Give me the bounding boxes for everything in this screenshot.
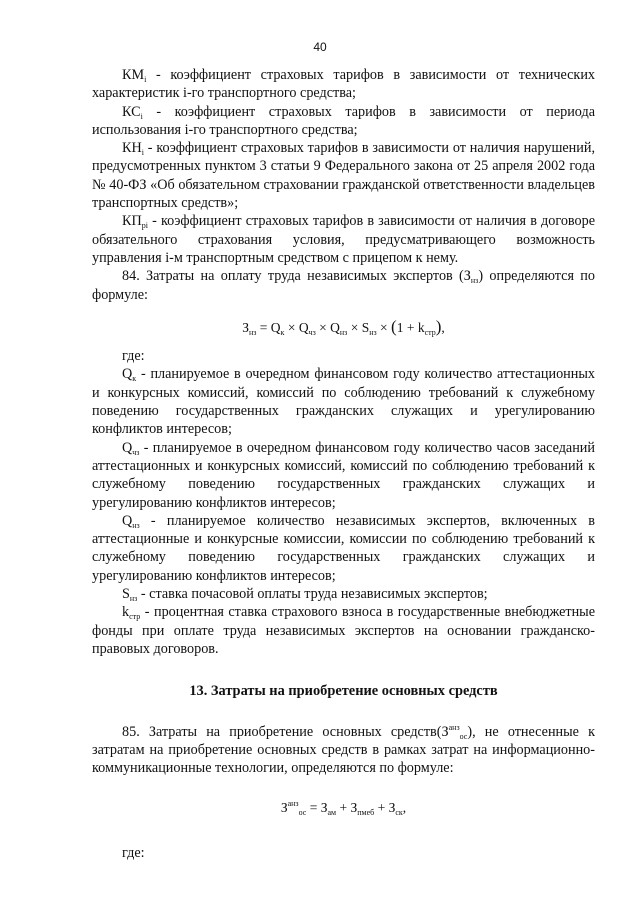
- inline-symbol: $(З^{анз}_{ос})$: [436, 722, 473, 741]
- formula-subscript: нз: [369, 327, 377, 337]
- formula-subscript: нз: [248, 327, 257, 337]
- formula-term: S: [361, 319, 370, 335]
- formula-operator: ×: [350, 319, 359, 335]
- symbol-subscript: нз: [470, 276, 479, 286]
- formula-subscript: к: [280, 327, 285, 337]
- symbol-subscript: i: [140, 111, 143, 121]
- formula-term: З: [242, 319, 249, 335]
- definition-kp: [92, 212, 595, 267]
- paragraph-text: , не отнесенные к затратам на приобретение основных средств в рамках затрат на информационно-коммуникационные технологии, определяются по формуле:: [92, 723, 596, 777]
- definition-text: - процентная ставка страхового взноса в государственные внебюджетные фонды при оплате труда независимых экспертов на основании гражданско-правовых договоров.: [92, 604, 596, 657]
- formula-paren-close: ): [435, 316, 442, 336]
- formula-term: 1 + k: [396, 319, 425, 335]
- formula-term: Q: [298, 319, 309, 335]
- formula-paren-open: (: [391, 316, 397, 336]
- formula-term: Q: [270, 319, 281, 335]
- formula-operator: +: [377, 800, 386, 816]
- formula-operator: ×: [380, 319, 388, 335]
- symbol-subscript: к: [132, 374, 137, 384]
- symbol: Q: [122, 366, 133, 383]
- formula-subscript: чз: [308, 327, 316, 337]
- paragraph-84: [92, 267, 595, 304]
- formula-subscript: ск: [395, 808, 403, 818]
- formula-superscript: анз: [287, 799, 299, 809]
- formula-punctuation: ,: [402, 800, 407, 816]
- symbol: КМ: [122, 67, 145, 83]
- formula-subscript: нз: [339, 327, 348, 337]
- paragraph-85: [92, 723, 595, 778]
- definition-kstr: [92, 603, 595, 658]
- formula-subscript: стр: [424, 327, 436, 337]
- formula-superscript: анз: [448, 722, 460, 732]
- formula-subscript: пмеб: [357, 808, 375, 818]
- formula-84: [92, 318, 595, 337]
- definition-qnz: [92, 512, 595, 585]
- definition-text: - планируемое в очередном финансовом году количество часов заседаний аттестационных и конкурсных комиссий, комиссий по соблюдению требований к служебному поведению государственных гражданских служащих и урегулированию конфликтов интересов;: [92, 439, 595, 511]
- section-heading: 13. Затраты на приобретение основных средств: [189, 683, 498, 700]
- definition-text: - коэффициент страховых тарифов в зависимости от технических характеристик i-го транспортного средства;: [92, 67, 596, 102]
- definition-snz: [92, 585, 595, 603]
- symbol: k: [122, 604, 130, 621]
- formula-operator: ×: [319, 319, 327, 335]
- symbol-subscript: рi: [141, 221, 148, 231]
- definition-qchz: [92, 439, 595, 512]
- symbol: КС: [122, 103, 141, 120]
- formula-subscript: ос: [298, 808, 307, 818]
- formula-operator: ×: [287, 319, 296, 335]
- symbol-subscript: нз: [132, 520, 140, 530]
- symbol-subscript: чз: [132, 447, 140, 457]
- definition-text: - планируемое в очередном финансовом году количество аттестационных и конкурсных комиссий, комиссий по соблюдению требований к служебному поведению государственных гражданских служащих и урегулированию конфликтов интересов;: [92, 366, 595, 438]
- formula-subscript: ос: [459, 731, 468, 741]
- definition-qk: [92, 365, 595, 438]
- page-number: 40: [313, 40, 327, 54]
- definition-km: [92, 66, 595, 103]
- definition-text: - коэффициент страховых тарифов в зависимости от наличия в договоре обязательного страхования условия, предусматривающего возможность управления i-м транспортным средством с прицепом к нему.: [92, 213, 596, 266]
- symbol-subscript: нз: [129, 594, 138, 604]
- formula-term: З: [350, 800, 358, 816]
- symbol: Q: [122, 512, 133, 529]
- definition-ks: [92, 103, 595, 140]
- symbol-subscript: стр: [129, 612, 141, 622]
- formula-term: З: [388, 800, 396, 816]
- symbol: S: [122, 586, 130, 603]
- symbol: КН: [122, 140, 142, 157]
- formula-punctuation: ,: [441, 319, 445, 335]
- formula-term: З: [320, 800, 328, 816]
- symbol-subscript: i: [144, 75, 147, 84]
- paragraph-text: 85. Затраты на приобретение основных средств: [122, 723, 437, 740]
- formula-operator: +: [339, 800, 348, 816]
- formula-operator: =: [259, 319, 268, 335]
- formula-term: З: [280, 800, 288, 816]
- symbol-subscript: i: [141, 148, 144, 158]
- formula-85: [92, 799, 595, 817]
- symbol: Q: [122, 439, 133, 456]
- formula-term: Q: [330, 319, 340, 335]
- where-label: где:: [122, 348, 145, 365]
- symbol: КП: [122, 213, 142, 230]
- definition-text: - планируемое количество независимых экспертов, включенных в аттестационные и конкурсные комиссии, комиссии по соблюдению требований к служебному поведению государственных гражданских служащих и урегулированию конфликтов интересов;: [92, 512, 595, 584]
- formula-subscript: ам: [327, 808, 337, 818]
- document-body: [92, 66, 595, 862]
- definition-text: - ставка почасовой оплаты труда независимых экспертов;: [140, 586, 488, 603]
- formula-operator: =: [309, 800, 318, 816]
- where-label-2: где:: [122, 844, 145, 861]
- definition-kn: [92, 139, 595, 212]
- formula-term: З: [441, 723, 449, 740]
- definition-text: - коэффициент страховых тарифов в зависимости от периода использования i-го транспортного средства;: [92, 103, 595, 138]
- definition-text: - коэффициент страховых тарифов в зависимости от наличия нарушений, предусмотренных пунктом 3 статьи 9 Федерального закона от 25 апреля 2002 года № 40-ФЗ «Об обязательном страховании гражданской ответственности владельцев транспортных средств»;: [92, 140, 595, 212]
- paragraph-text: ) определяются по формуле:: [92, 268, 595, 303]
- paragraph-text: 84. Затраты на оплату труда независимых экспертов (З: [122, 268, 471, 285]
